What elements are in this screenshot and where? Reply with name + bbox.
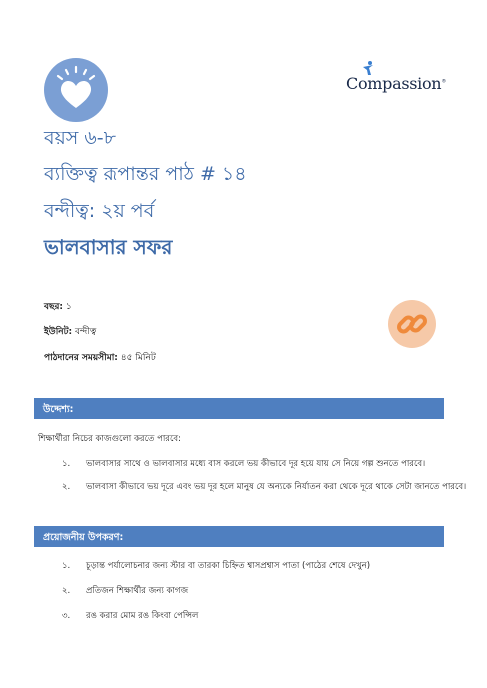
- link-badge: [388, 300, 436, 348]
- lesson-heading: ব্যক্তিত্ব রূপান্তর পাঠ # ১৪: [44, 163, 247, 185]
- year-label: বছর:: [44, 302, 64, 312]
- unit-value: বন্দীত্ব: [75, 327, 97, 337]
- age-heading: বয়স ৬-৮: [44, 127, 116, 149]
- year-value: ১: [65, 302, 72, 312]
- meta-time: [44, 350, 156, 365]
- meta-unit: [44, 324, 96, 339]
- time-value: ৪৫ মিনিট: [120, 353, 156, 363]
- logo-text: Compassion®: [346, 74, 447, 93]
- part-heading: বন্দীত্ব: ২য় পর্ব: [44, 200, 155, 222]
- meta-year: [44, 299, 72, 314]
- material-item-1: ১. চূড়ান্ত পর্যালোচনার জন্য স্টার বা তারকা চিহ্নিত শ্বাসপ্রশ্বাস পাতা (পাঠের শেষে দেখুন): [62, 561, 371, 571]
- objectives-intro: শিক্ষার্থীরা নিচের কাজগুলো করতে পারবে:: [38, 434, 181, 444]
- material-item-3: ৩. রঙ করার মোম রঙ কিংবা পেন্সিল: [62, 611, 199, 621]
- materials-header: প্রয়োজনীয় উপকরণ:: [34, 526, 444, 547]
- link-icon: [388, 300, 436, 348]
- heart-badge: [44, 58, 108, 122]
- lesson-title: ভালবাসার সফর: [44, 235, 173, 259]
- material-item-2: ২. প্রতিজন শিক্ষার্থীর জন্য কাগজ: [62, 586, 189, 596]
- objective-item-1: ১. ভালবাসার সাথে ও ভালবাসার মধ্যে বাস করলে ভয় কীভাবে দূর হয়ে যায় সে নিয়ে গল্প শুনতে পারবে।: [62, 459, 426, 469]
- time-label: পাঠদানের সময়সীমা:: [44, 353, 118, 363]
- unit-label: ইউনিট:: [44, 327, 73, 337]
- compassion-logo: [346, 60, 446, 100]
- heart-icon: [44, 58, 108, 122]
- objective-item-2: ২. ভালবাসা কীভাবে ভয় দূরে এবং ভয় দূর হলে মানুষ যে অন্যকে নির্যাতন করা থেকে দূরে থাকে সেটা জানতে পারবে।: [62, 482, 467, 492]
- objectives-header: উদ্দেশ্য:: [34, 398, 444, 419]
